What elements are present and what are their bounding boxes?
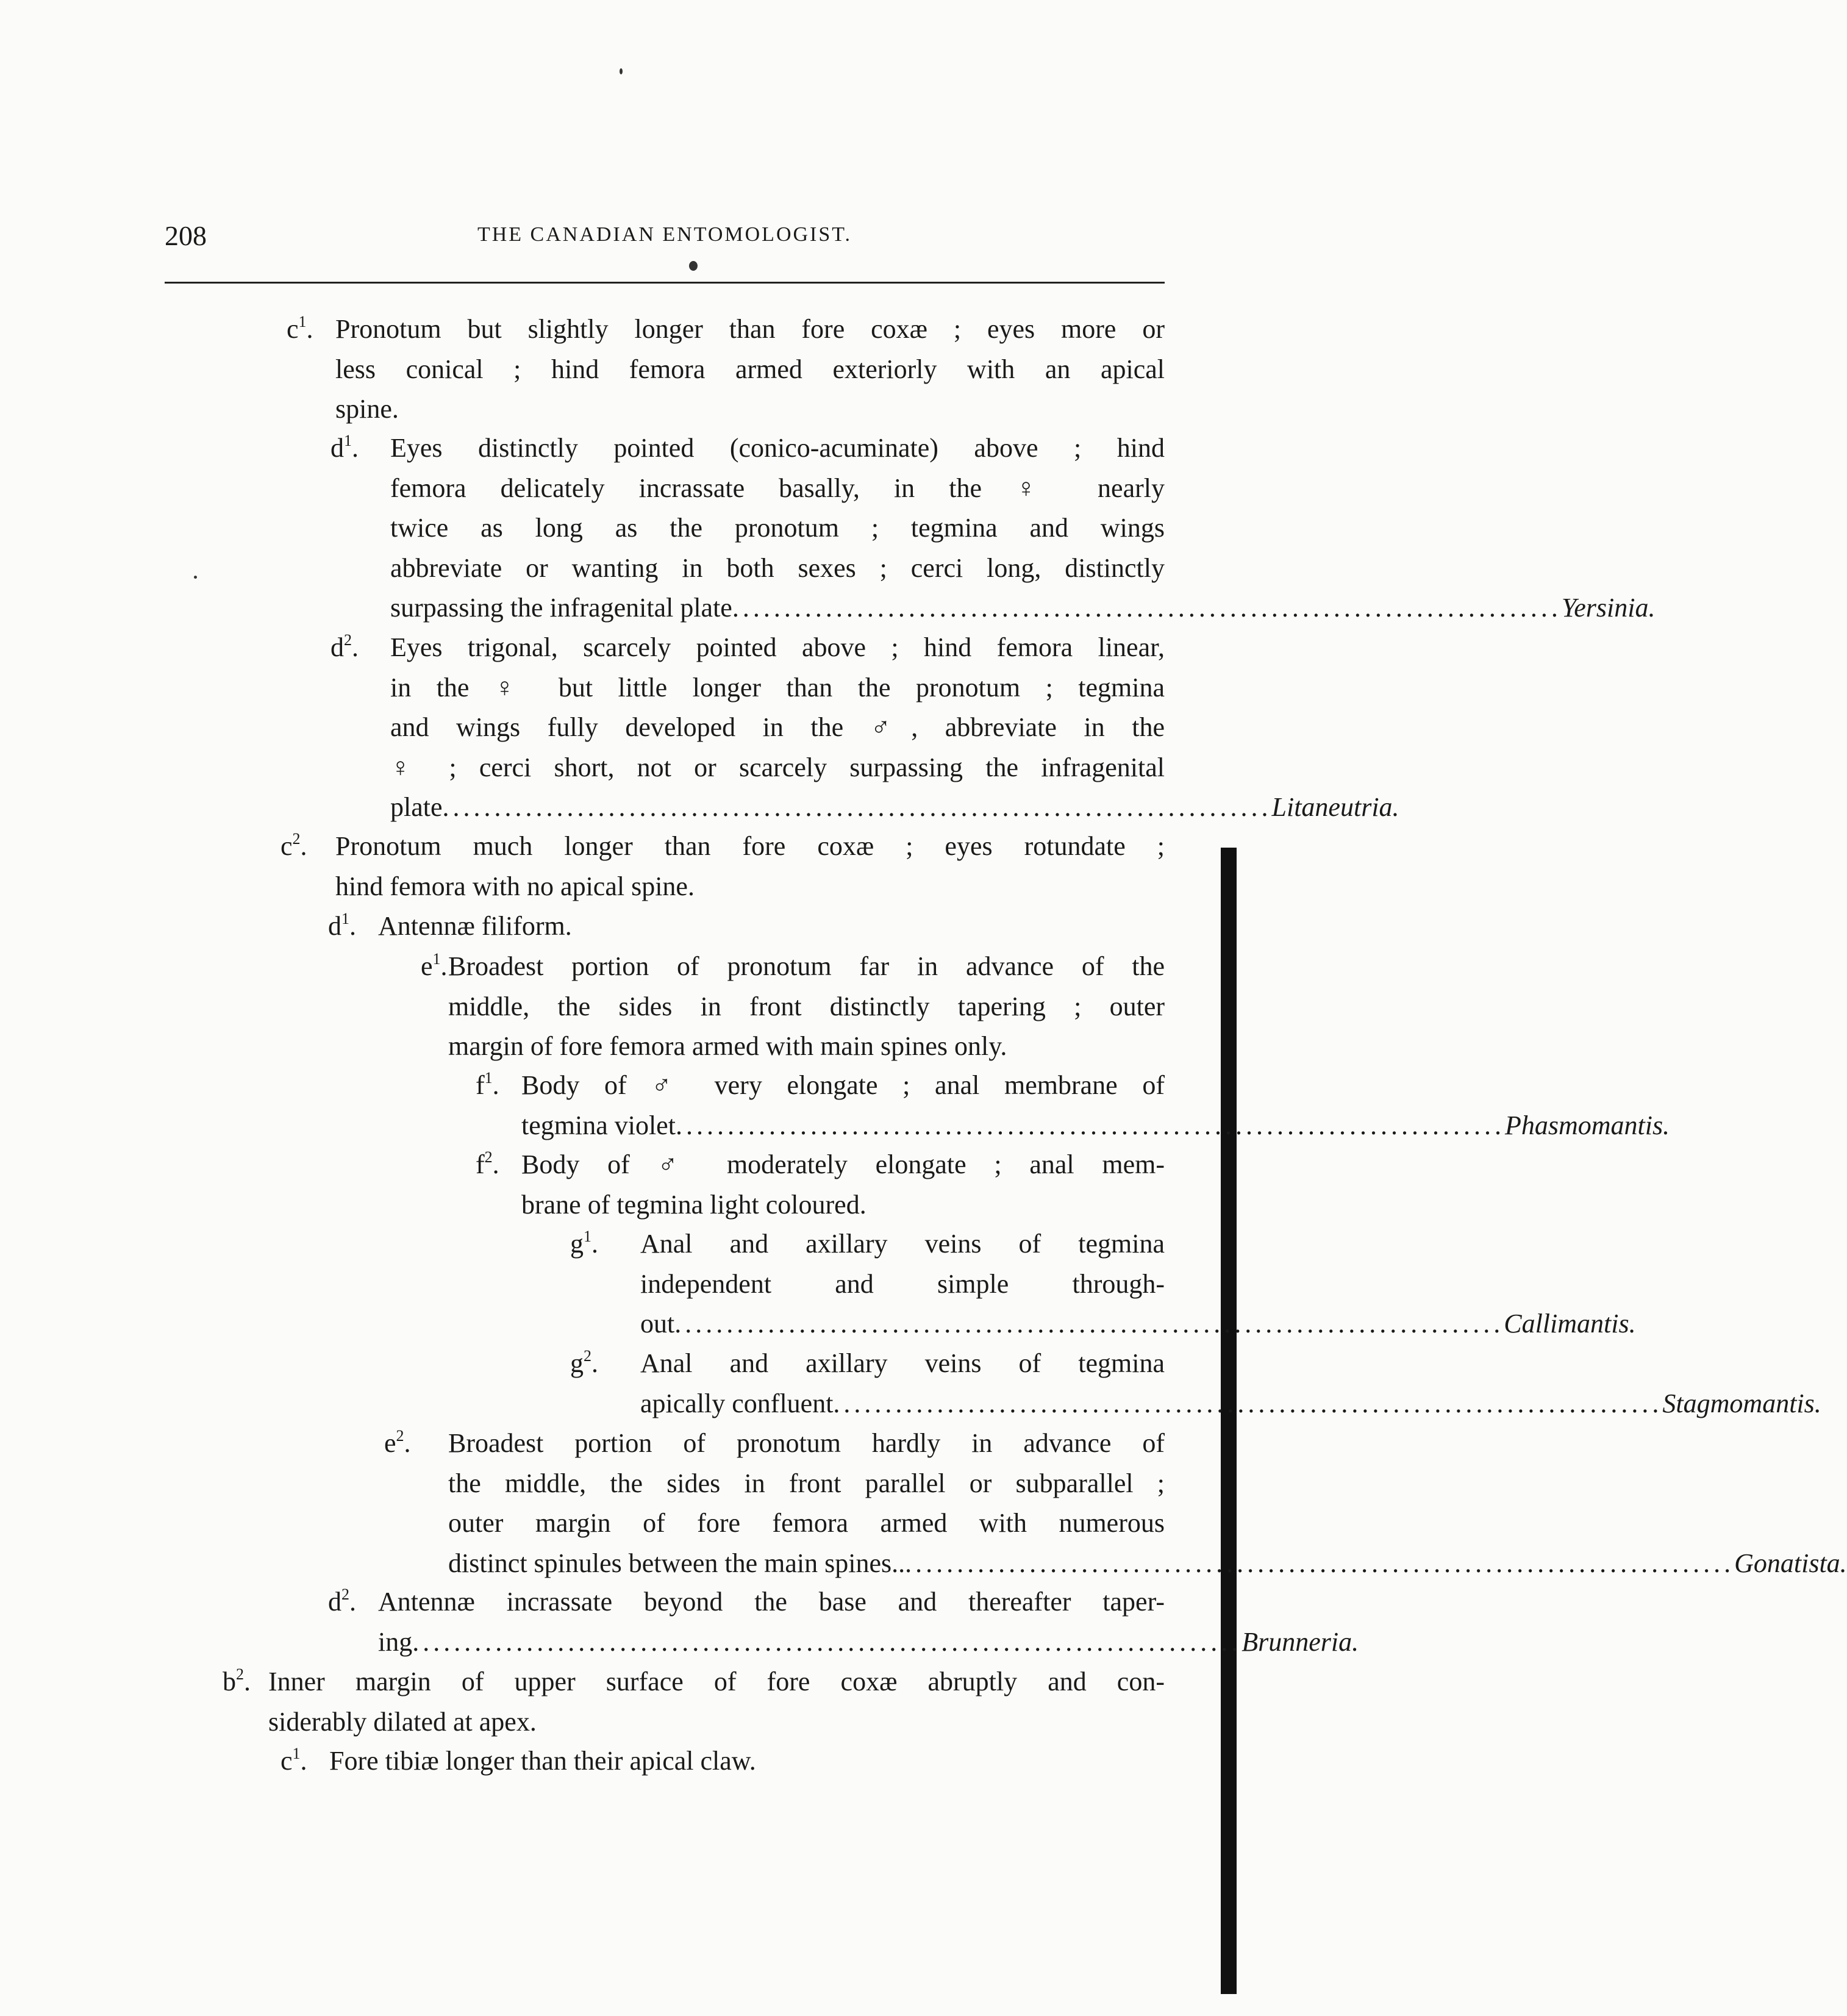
genus-name: Brunneria. bbox=[1241, 1626, 1359, 1657]
key-line-text: independent and simple through- bbox=[640, 1268, 1165, 1299]
key-entry-marker bbox=[384, 1425, 411, 1462]
marker-superscript: 1 bbox=[432, 950, 441, 968]
marker-dot: . bbox=[352, 632, 359, 662]
key-line-text: femora delicately incrassate basally, in the ♀ nearly bbox=[390, 473, 1165, 503]
dot-leader: ................................................................................ bbox=[674, 1309, 1504, 1339]
marker-superscript: 2 bbox=[396, 1427, 404, 1445]
marker-letter: d bbox=[328, 1587, 341, 1617]
ink-speck bbox=[194, 576, 197, 579]
dot-leader: ................................................................................ bbox=[675, 1110, 1505, 1140]
marker-letter: d bbox=[328, 911, 341, 941]
marker-superscript: 2 bbox=[236, 1665, 244, 1683]
marker-letter: e bbox=[384, 1428, 396, 1458]
key-line-text: Antennæ filiform. bbox=[378, 911, 572, 941]
marker-dot: . bbox=[591, 1348, 598, 1378]
key-entry-marker bbox=[421, 948, 448, 985]
key-line-text: distinct spinules between the main spines.. bbox=[448, 1548, 906, 1578]
key-entry-marker bbox=[280, 1743, 307, 1779]
dot-leader: ................................................................................ bbox=[833, 1388, 1663, 1418]
marker-superscript: 1 bbox=[344, 432, 352, 449]
key-entry-marker bbox=[280, 828, 307, 865]
key-line-text: Anal and axillary veins of tegmina bbox=[640, 1229, 1165, 1259]
ink-speck bbox=[620, 68, 623, 74]
key-line-text: surpassing the infragenital plate bbox=[390, 593, 732, 623]
key-line-text: margin of fore femora armed with main spines only. bbox=[448, 1031, 1007, 1061]
key-line-text: Antennæ incrassate beyond the base and thereafter taper- bbox=[378, 1587, 1165, 1617]
key-line-text: Pronotum but slightly longer than fore coxæ ; eyes more or bbox=[335, 314, 1165, 344]
marker-superscript: 1 bbox=[341, 910, 349, 928]
dot-leader: ................................................................................ bbox=[905, 1548, 1735, 1578]
key-line-text: spine. bbox=[335, 394, 399, 424]
key-line-text: out bbox=[640, 1309, 675, 1339]
marker-superscript: 1 bbox=[484, 1069, 493, 1087]
genus-name: Callimantis. bbox=[1504, 1309, 1636, 1339]
key-line-text: the middle, the sides in front parallel or subparallel ; bbox=[448, 1468, 1165, 1498]
key-line-with-genus bbox=[521, 1107, 1670, 1144]
genus-name: Stagmomantis. bbox=[1662, 1388, 1821, 1418]
running-title: THE CANADIAN ENTOMOLOGIST. bbox=[477, 223, 852, 246]
key-line-text: Eyes distinctly pointed (conico-acuminate) above ; hind bbox=[390, 433, 1165, 463]
key-entry-marker bbox=[287, 311, 313, 348]
marker-letter: d bbox=[330, 632, 344, 662]
marker-letter: d bbox=[330, 433, 344, 463]
key-line-with-genus bbox=[640, 1306, 1636, 1342]
genus-name: Phasmomantis. bbox=[1504, 1110, 1670, 1140]
key-line-text: Anal and axillary veins of tegmina bbox=[640, 1348, 1165, 1378]
page-header bbox=[165, 220, 1165, 262]
key-line-text: twice as long as the pronotum ; tegmina and wings bbox=[390, 513, 1165, 543]
genus-name: Litaneutria. bbox=[1271, 792, 1399, 822]
marker-letter: f bbox=[476, 1149, 485, 1179]
key-entry-marker bbox=[328, 1584, 356, 1620]
key-line-text: brane of tegmina light coloured. bbox=[521, 1189, 866, 1220]
key-entry-marker bbox=[223, 1664, 251, 1700]
key-line-text: outer margin of fore femora armed with numerous bbox=[448, 1508, 1165, 1538]
marker-superscript: 2 bbox=[484, 1148, 493, 1166]
genus-name: Yersinia. bbox=[1561, 593, 1656, 623]
marker-dot: . bbox=[591, 1229, 598, 1259]
marker-letter: g bbox=[570, 1348, 584, 1378]
key-line-text: plate bbox=[390, 792, 443, 822]
key-line-text: Eyes trigonal, scarcely pointed above ; hind femora linear, bbox=[390, 632, 1165, 662]
key-line-text: Broadest portion of pronotum hardly in advance of bbox=[448, 1428, 1165, 1458]
key-entry-marker bbox=[330, 629, 359, 666]
marker-letter: c bbox=[280, 831, 293, 861]
key-line-text: apically confluent bbox=[640, 1388, 834, 1418]
key-line-with-genus bbox=[448, 1545, 1847, 1582]
key-entry-marker bbox=[328, 908, 356, 945]
marker-superscript: 2 bbox=[344, 631, 352, 649]
key-line-text: and wings fully developed in the ♂, abbreviate in the bbox=[390, 712, 1165, 742]
key-line-text: ♀ ; cerci short, not or scarcely surpassing the infragenital bbox=[390, 752, 1165, 782]
key-line-text: middle, the sides in front distinctly tapering ; outer bbox=[448, 991, 1165, 1021]
marker-letter: e bbox=[421, 951, 433, 981]
marker-superscript: 1 bbox=[584, 1228, 591, 1245]
key-line-with-genus bbox=[378, 1624, 1359, 1660]
marker-dot: . bbox=[352, 433, 359, 463]
key-line-text: abbreviate or wanting in both sexes ; cerci long, distinctly bbox=[390, 552, 1165, 583]
key-entry-marker bbox=[570, 1226, 598, 1262]
marker-superscript: 1 bbox=[298, 313, 307, 331]
key-line-text: Pronotum much longer than fore coxæ ; eyes rotundate ; bbox=[335, 831, 1165, 861]
marker-dot: . bbox=[492, 1149, 499, 1179]
key-line-text: Body of ♂ very elongate ; anal membrane of bbox=[521, 1070, 1165, 1100]
ink-speck bbox=[689, 261, 698, 271]
key-line-with-genus bbox=[640, 1385, 1821, 1422]
header-rule bbox=[165, 282, 1165, 284]
key-line-text: Broadest portion of pronotum far in advance of the bbox=[448, 951, 1165, 981]
key-entry-marker bbox=[570, 1345, 598, 1382]
marker-superscript: 2 bbox=[292, 830, 301, 848]
marker-letter: f bbox=[476, 1070, 485, 1100]
key-entry-marker bbox=[476, 1146, 499, 1183]
key-line-text: siderably dilated at apex. bbox=[268, 1706, 537, 1737]
marker-letter: c bbox=[287, 314, 299, 344]
key-entry-marker bbox=[476, 1067, 499, 1104]
marker-dot: . bbox=[300, 1746, 307, 1776]
marker-dot: . bbox=[349, 1587, 356, 1617]
key-line-with-genus bbox=[390, 590, 1656, 626]
page-number: 208 bbox=[165, 220, 207, 251]
genus-name: Gonatista. bbox=[1734, 1548, 1847, 1578]
key-line-text: in the ♀ but little longer than the pronotum ; tegmina bbox=[390, 672, 1165, 702]
marker-superscript: 1 bbox=[292, 1745, 301, 1762]
marker-superscript: 2 bbox=[584, 1347, 591, 1365]
marker-dot: . bbox=[492, 1070, 499, 1100]
key-line-text: ing bbox=[378, 1626, 413, 1657]
marker-letter: c bbox=[280, 1746, 293, 1776]
dot-leader: ................................................................................ bbox=[442, 792, 1272, 822]
key-entry-marker bbox=[330, 430, 359, 466]
marker-superscript: 2 bbox=[341, 1585, 349, 1603]
dot-leader: ................................................................................ bbox=[732, 593, 1562, 623]
marker-dot: . bbox=[404, 1428, 411, 1458]
key-line-text: tegmina violet bbox=[521, 1110, 676, 1140]
marker-dot: . bbox=[306, 314, 313, 344]
marker-dot: . bbox=[440, 951, 448, 981]
marker-letter: g bbox=[570, 1229, 584, 1259]
marker-dot: . bbox=[300, 831, 307, 861]
key-line-text: less conical ; hind femora armed exteriorly with an apical bbox=[335, 354, 1165, 384]
marker-letter: b bbox=[223, 1667, 236, 1696]
key-line-text: Inner margin of upper surface of fore coxæ abruptly and con- bbox=[268, 1667, 1165, 1696]
key-line-text: Body of ♂ moderately elongate ; anal mem- bbox=[521, 1149, 1165, 1179]
dot-leader: ................................................................................ bbox=[412, 1626, 1242, 1657]
marker-dot: . bbox=[349, 911, 356, 941]
key-line-text: hind femora with no apical spine. bbox=[335, 871, 695, 901]
key-line-with-genus bbox=[390, 789, 1399, 826]
marker-dot: . bbox=[244, 1667, 251, 1696]
key-line-text: Fore tibiæ longer than their apical claw. bbox=[329, 1746, 756, 1776]
